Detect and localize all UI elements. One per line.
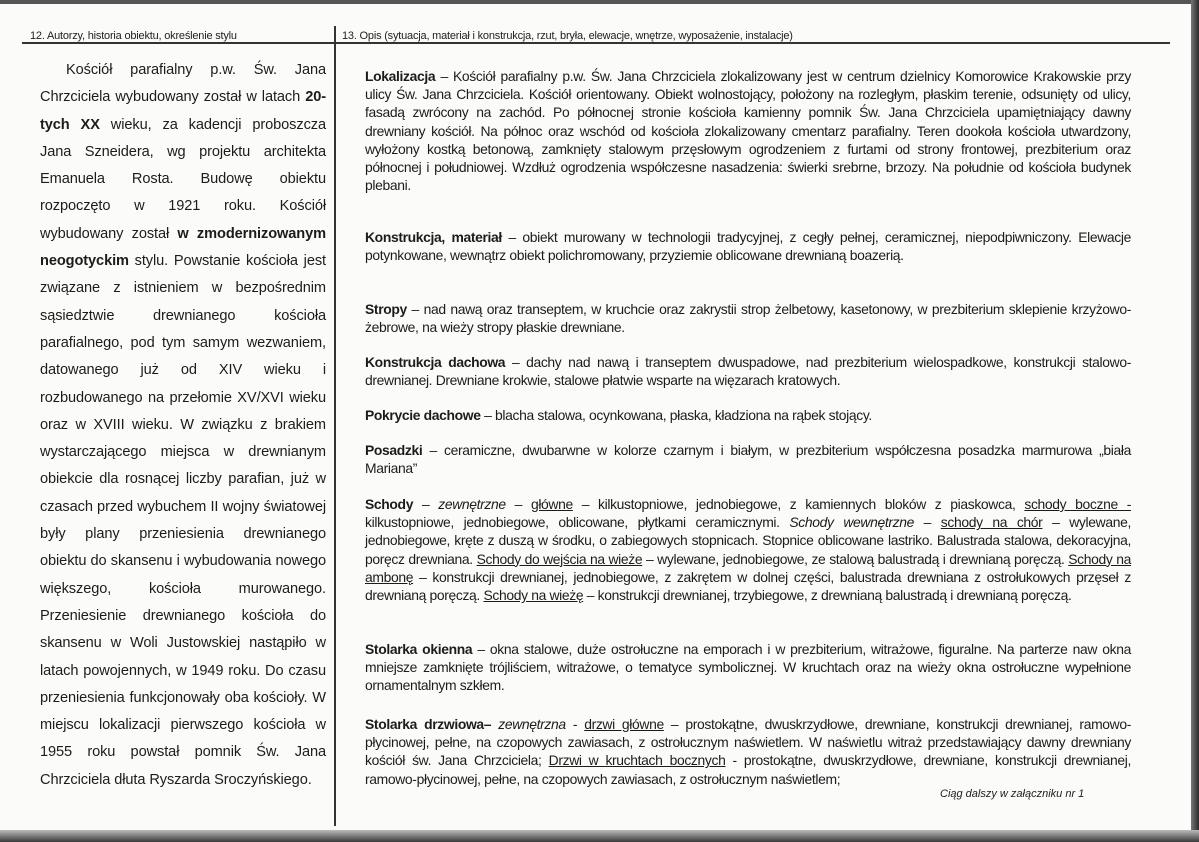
section-heading: Stolarka okienna	[365, 641, 473, 657]
underlined-term: Drzwi w kruchtach bocznych	[548, 752, 726, 769]
text-segment: – prostokątne, dwuskrzydłowe, drewniane, konstrukcji drewnianej, ramowo-płycinowej, pełne, na czopowych zawiasach, z ostrołucznym naświetlem. W naświetlu witraż przedstawiający dawny drewniany kościół św. Jana Chrzciciela;	[365, 716, 1132, 769]
section-heading: 20-tych XX	[40, 89, 326, 133]
underlined-term: schody na chór	[940, 514, 1043, 531]
section-pokrycie-dachowe	[365, 406, 1131, 424]
underlined-term: schody boczne -	[1024, 496, 1131, 512]
underlined-term: Schody na wieżę	[483, 587, 584, 604]
text-segment: wieku, za kadencji proboszcza Jana Szneidera, wg projektu architekta Emanuela Rosta. Budowę obiektu rozpoczęto w 1921 roku. Kościół wybudowany został	[40, 116, 326, 242]
text-segment: – wylewane, jednobiegowe, kręte z duszą w środku, o zabiegowych stopnicach. Stopnice oblicowane lastriko. Balustrada stalowa, dekoracyjna, poręcz drewniana.	[365, 514, 1131, 567]
header-left: 12. Autorzy, historia obiektu, określenie stylu	[30, 30, 237, 42]
text-segment: – ceramiczne, dwubarwne w kolorze czarnym i białym, w prezbiterium współczesna posadzka marmurowa „biała Mariana”	[365, 442, 1131, 477]
text-segment: –	[505, 496, 531, 512]
text-segment: – konstrukcji drewnianej, trzybiegowe, z drewnianą balustradą i drewnianą poręczą.	[583, 587, 1072, 604]
section-posadzki	[365, 441, 1131, 477]
underlined-term: Schody do wejścia na wieże	[476, 550, 643, 567]
text-segment: – wylewane, jednobiegowe, ze stalową balustradą i drewnianą poręczą.	[642, 550, 1069, 567]
scan-edge-bottom	[0, 830, 1199, 842]
text-segment: - prostokątne, dwuskrzydłowe, drewniane, konstrukcji drewnianej, ramowo-płycinowej, pełne, na czopowych zawiasach, z ostrołucznym naświetlem;	[365, 752, 1132, 787]
text-segment: –	[913, 514, 941, 531]
section-heading: Posadzki	[365, 442, 423, 458]
text-segment: -	[565, 716, 585, 732]
underlined-term: Schody na ambonę	[365, 550, 1131, 585]
continuation-note: Ciąg dalszy w załączniku nr 1	[940, 788, 1085, 800]
section-stolarka-okienna	[365, 640, 1131, 695]
section-heading: Konstrukcja, materiał	[365, 229, 502, 245]
text-segment: stylu. Powstanie kościoła jest związane z istnieniem w bezpośrednim sąsiedztwie drewnianego kościoła parafialnego, pod tym samym wezwaniem, datowanego już od XIV wieku i rozbudowanego na przełomie XV/XVI wieku oraz w XVIII wieku. W związku z brakiem wystarczającego miejsca w drewnianym obiekcie dla rosnącej liczby parafian, już w czasach przed wybuchem II wojny światowej były plany przeniesienia drewnianego obiektu do skansenu i wybudowania nowego większego, kościoła murowanego. Przeniesienie drewnianego kościoła do skansenu w Woli Justowskiej nastąpiło w latach powojennych, w 1949 roku. Do czasu przeniesienia funkcjonowały oba kościoły. W miejscu lokalizacji pierwszego kościoła w 1955 roku powstał pomnik Św. Jana Chrzciciela dłuta Ryszarda Sroczyńskiego.	[40, 253, 326, 788]
section-konstrukcja-dachowa	[365, 353, 1131, 389]
section-konstrukcja-material	[365, 228, 1131, 264]
history-paragraph	[40, 57, 326, 794]
section-heading: Pokrycie dachowe	[365, 407, 481, 423]
section-heading: Konstrukcja dachowa	[365, 354, 506, 370]
text-segment: – Kościół parafialny p.w. Św. Jana Chrzciciela zlokalizowany jest w centrum dzielnicy Komorowice Krakowskie przy ulicy Św. Jana Chrzciciela. Kościół orientowany. Obiekt wolnostojący, położony na rozległym, płaskim terenie, odsunięty od ulicy, fasadą zwrócony na zachód. Po północnej stronie kościoła kamienny pomnik Św. Jana Chrzciciela upamiętniający dawny drewniany kościół. Na północ oraz wschód od kościoła zlokalizowany cmentarz parafialny. Teren dookoła kościoła utwardzony, wyłożony kostką betonową, zamknięty stalowym przęsłowym ogrodzeniem z furtami od strony frontowej, prezbiterium oraz północnej i południowej. Wzdłuż ogrodzenia współczesne nasadzenia: świerki srebrne, brzozy. Na południe od kościoła budynek plebani.	[365, 68, 1131, 194]
scan-edge-right	[1191, 0, 1199, 842]
column-divider	[334, 26, 336, 826]
text-segment: – okna stalowe, duże ostrołuczne na emporach i w prezbiterium, witrażowe, figuralne. Na parterze naw okna mniejsze zamknięte trójliściem, witrażowe, o tematyce symbolicznej. W kruchtach oraz na wieży okna ostrołuczne wypełnione ornamentalnym szkłem.	[365, 641, 1131, 694]
section-heading: Stolarka drzwiowa–	[365, 716, 492, 732]
section-heading: Schody	[365, 496, 414, 512]
scan-edge-top	[0, 0, 1199, 4]
text-segment: – nad nawą oraz transeptem, w kruchcie oraz zakrystii strop żelbetowy, kasetonowy, w prezbiterium sklepienie krzyżowo-żebrowe, na wieży stropy płaskie drewniane.	[365, 301, 1131, 336]
text-segment: kilkustopniowe, jednobiegowe, oblicowane, płytkami ceramicznymi.	[365, 514, 790, 531]
text-segment: – kilkustopniowe, jednobiegowe, z kamiennych bloków z piaskowca,	[572, 496, 1025, 512]
section-heading: Lokalizacja	[365, 68, 436, 84]
text-segment: zewnętrzna	[498, 716, 566, 732]
text-segment: – dachy nad nawą i transeptem dwuspadowe, nad prezbiterium wielospadkowe, konstrukcji stalowo-drewnianej. Drewniane krokwie, stalowe płatwie wsparte na więzarach kratowych.	[365, 354, 1131, 389]
section-schody	[365, 495, 1131, 604]
text-segment: – konstrukcji drewnianej, jednobiegowe, z zakrętem w dolnej części, balustrada drewniana z ostrołukowych przęseł z drewnianą poręczą.	[365, 568, 1131, 604]
section-lokalizacja	[365, 67, 1131, 194]
section-heading: w zmodernizowanym neogotyckim	[40, 225, 326, 270]
section-stropy	[365, 300, 1131, 336]
underlined-term: drzwi główne	[584, 716, 664, 732]
text-segment: –	[413, 496, 439, 512]
text-segment: Schody wewnętrzne	[789, 514, 914, 531]
text-segment: – obiekt murowany w technologii tradycyjnej, z cegły pełnej, ceramicznej, niepodpiwniczony. Elewacje potynkowane, wewnątrz obiekt polichromowany, przyziemie oblicowane drewnianą boazerią.	[365, 229, 1131, 264]
section-stolarka-drzwiowa	[365, 715, 1131, 788]
header-right: 13. Opis (sytuacja, materiał i konstrukcja, rzut, bryła, elewacje, wnętrze, wyposażenie, instalacje)	[342, 30, 793, 42]
text-segment: zewnętrzne	[438, 496, 506, 512]
header-divider	[22, 42, 1170, 44]
text-segment: – blacha stalowa, ocynkowana, płaska, kładziona na rąbek stojący.	[480, 407, 872, 423]
text-segment: Kościół parafialny p.w. Św. Jana Chrzciciela wybudowany został w latach	[40, 62, 326, 106]
section-heading: Stropy	[365, 301, 407, 317]
underlined-term: główne	[530, 496, 573, 512]
